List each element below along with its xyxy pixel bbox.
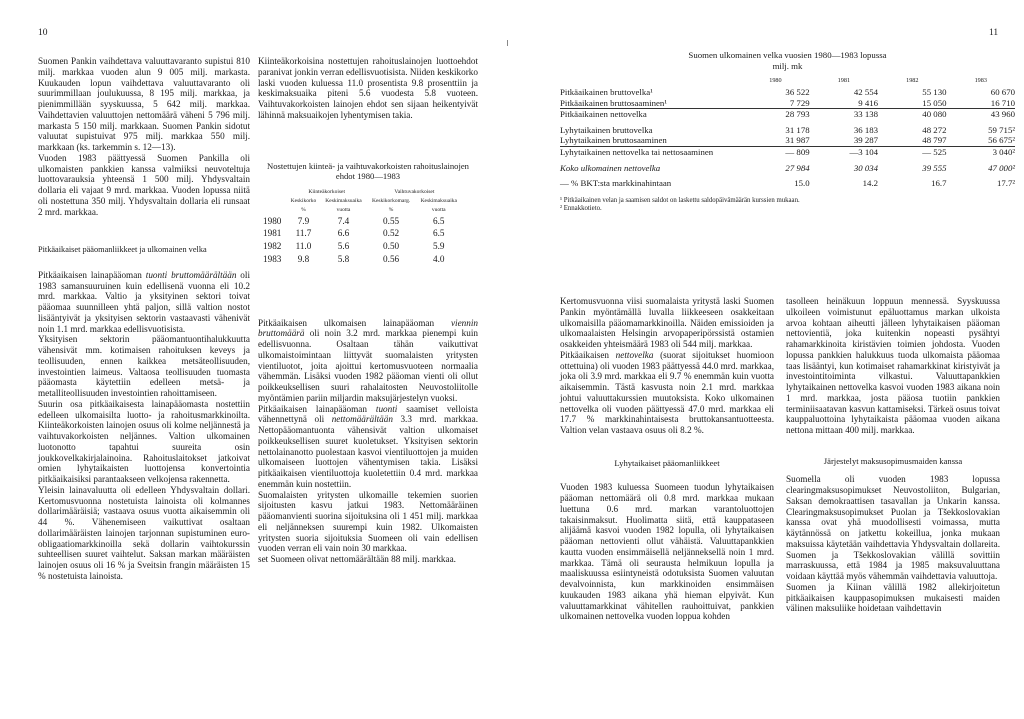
paragraph: Pitkäaikaisen nettovelka (suorat sijoitukset huomioon ottettuina) oli vuoden 1983 päättyessä 44.0 mrd. markkaa, joka oli 3.9 mrd. markkaa eli 9.7 % enemmän kuin vuotta aikaisemmin. Tästä kasvusta noin 2.1 mrd. markkaa johtui valuuttakurssien muutoksista. Koko ulkomainen nettovelka oli vuoden päättyessä 47.0 mrd. markkaa eli 17.7 % markkinahintaisesta bruttokansantuotteesta. Valtion velan vastaava osuus oli 8.2 %. [560, 349, 774, 435]
left-column-2 [258, 56, 478, 565]
paragraph: Pitkäaikaisen lainapääoman tuonti saamiset velloista vähennettynä oli nettomäärältään 3.3 mrd. markkaa. Nettopääomantuonta vähensivät valtion ulkomaiset poikkeuksellisen suuret kuoletukset. Yksityisen sektorin nettolainanotto puolestaan kasvoi vientiluottojen ja muiden ulkomaiseen luottojen vähentymisen takia. Lisäksi pitkäaikaisen vientiluottoja kuoletettiin 0.4 mrd. markkaa enemmän kuin nostettiin. [258, 403, 478, 489]
table-row: Koko ulkomainen nettovelka 27 984 30 034 39 555 47 000² [560, 162, 1015, 173]
right-column-1 [560, 296, 774, 622]
table-row: Lyhytaikainen nettovelka tai nettosaaminen — 809 —3 104 — 525 3 040² [560, 146, 1015, 157]
table-row: 1982 11.0 5.6 0.50 5.9 [263, 241, 445, 251]
table-row: Lyhytaikainen bruttosaaminen 31 987 39 287 48 797 56 675² [560, 135, 1015, 146]
year-header: 1983 [974, 76, 987, 84]
paragraph: Suurin osa pitkäaikaisesta lainapääomasta nostettiin edelleen ulkomaisilta luotto- ja rahoitusmarkkinoilta. Kiinteäkorkoisten lainojen osuus oli kolme neljännestä ja vaihtuvakorkoisten neljännes. Valtion ulkomainen luotonotto tapahtui suureita osin joukkovelkakirjalainoina. Rahoituslaitokset jatkoivat omien lyhytaikaisten luottojensa konvertointia pitkäaikaisiksi parantaakseen velkojensa rakennetta. [38, 398, 250, 484]
paragraph: Suomen Pankin vaihdettava valuuttavaranto supistui 810 milj. markkaa vuoden alun 9 005 milj. markasta. Kuukauden lopun vaihdettava valuuttavaranto oli suurimmillaan joulukuussa, 8 195 milj. markkaa, ja pienimmillään syyskuussa, 5 642 milj. markkaa. Vaihdettavien valuuttojen nettomäärä väheni 5 796 milj. markasta 5 150 milj. markkaan. Suomen Pankin sidotut valuutat supistuivat 975 milj. markkaa 550 milj. markkaan (ks. tarkemmin s. 12—13). [38, 56, 250, 152]
table-row: Pitkäaikainen bruttovelka¹ 36 522 42 554 55 130 60 670 [560, 87, 1015, 97]
page-number-left: 10 [38, 28, 48, 38]
col-header: Keskikorko [290, 197, 317, 204]
paragraph: Yleisin lainavaluutta oli edelleen Yhdysvaltain dollari. Kertomusvuonna nostetuista lainoista oli kolmannes dollarimääräisiä; vastaava osuus vuotta aikaisemmin oli 44 %. Vähenemiseen vaikuttivat osaltaan dollarimääräisten lainojen tarjonnan supistuminen euro-obligaatiomarkkinoilla sekä dollarin vaihtokurssin suhteellisen suuret vaihtelut. Saksan markan määräisten lainojen osuus oli 16 % ja Sveitsin frangin määräisten 15 % nostetuista lainoista. [38, 484, 250, 581]
year-header: 1982 [906, 76, 919, 84]
table-title: Nostettujen kiinteä- ja vaihtuvakorkoisten rahoituslainojen ehdot 1980—1983 [267, 160, 469, 181]
table-title: Suomen ulkomainen velka vuosien 1980—1983 lopussa [688, 50, 887, 60]
foreign-debt-table [560, 50, 1015, 213]
paragraph: Kertomusvuonna viisi suomalaista yritystä laski Suomen Pankin myöntämällä luvalla liikkeeseen osakkeitaan ulkomaisilla pääomamarkkinoilla. Näiden emissioiden ja ulkomaalaisten Helsingin arvopaperipörssistä ostamien osakkeiden yhteismäärä 1983 oli 544 milj. markkaa. [560, 296, 774, 349]
table-row: Pitkäaikainen nettovelka 28 793 33 138 40 080 43 960 [560, 109, 1015, 120]
right-column-2 [786, 296, 1000, 614]
footnote: ² Ennakkotieto. [560, 204, 602, 212]
unit: vuotta [431, 206, 446, 213]
table-row: Lyhytaikainen bruttovelka 31 178 36 183 48 272 59 715² [560, 124, 1015, 135]
year-header: 1981 [837, 76, 851, 84]
paragraph: set Suomeen olivat nettomäärältään 88 milj. markkaa. [258, 554, 456, 564]
section-heading: Pitkäaikaiset pääomanliikkeet ja ulkomainen velka [38, 245, 207, 255]
paragraph: Vuoden 1983 kuluessa Suomeen tuodun lyhytaikaisen pääoman nettomäärä oli 0.8 mrd. markkaa mukaan luettuna 0.6 mrd. markan varantoluottojen takaisinmaksut. Huolimatta siitä, että kauppataseen alijäämä kasvoi vuoden 1982 lopulla, oli lyhytaikaisen pääoman nettovienti ollut vähäistä. Valuuttapankkien kautta vuoden ensimmäisellä neljänneksellä noin 1 mrd. markkaa. Tämä oli seurausta helmikuun lopulla ja maaliskuussa esiintyneistä odotuksista Suomen valuutan devalvoinnista, kun markkinoiden ensimmäisen kuukauden 1983 aikana yhä hieman elpyivät. Kun valuuttamarkkinat vähitellen rauhoittuivat, pankkien ulkomainen nettovelka vuoden loppua kohden [560, 482, 774, 622]
page-number-right: 11 [989, 28, 999, 38]
section-heading: Järjestelyt maksusopimusmaiden kanssa [823, 455, 963, 466]
unit: vuotta [336, 206, 351, 213]
paragraph: tasolleen heinäkuun loppuun mennessä. Syyskuussa ulkoileen voimistunut epäluottamus markan ulkoista arvoa kohtaan aiheutti jälleen lyhytaikaisen pääoman nettovientiä, joka kuitenkin nopeasti pysähtyi rahamarkkinoita kiristävien toimien johdosta. Vuoden lopussa pankkien halukkuus tuoda ulkomaista pääomaa taas lisääntyi, kun kotimaiset rahamarkkinat kiristyivät ja investointitoiminta vilkastui. Valuuttapankkien lyhytaikainen nettovelka kasvoi vuoden 1983 aikana noin 1 mrd. markkaa, josta pääosa tuotiin pankkien terminiisaatavan kasvun kattamiseksi. Tärkeä osuus toivat kauppaluottoina lyhytaikaista pääomaa vuoden aikana nettona mittaan 400 milj. markkaa. [786, 296, 1000, 435]
rate-table [262, 188, 462, 266]
unit: % [388, 206, 394, 213]
table-row: 1983 9.8 5.8 0.56 4.0 [263, 253, 445, 264]
footnote: ¹ Pitkäaikainen velan ja saamisen saldot on laskettu saldopäivämäärän kurssien mukaan. [560, 196, 800, 204]
paragraph: Pitkäaikaisen ulkomaisen lainapääoman viennin bruttomäärä oli noin 3.2 mrd. markkaa pienempi kuin edellisvuonna. Osaltaan tähän vaikuttivat ulkomaistoimintaan liittyvät suomalaisten yritysten vientiluotot, joita ajoittui kertomusvuoteen normaalia vähemmän. Lisäksi vuoden 1982 pääoman vienti oli ollut poikkeuksellisen suuri rahalaitosten Neuvostoliitolle myöntämien pariin miljardin maksujärjestelyn vuoksi. [258, 317, 478, 403]
section-heading: Lyhytaikaiset pääomanliikkeet [614, 457, 720, 468]
paragraph: Suomella oli vuoden 1983 lopussa clearingmaksusopimukset Neuvostoliiton, Bulgarian, Saksan demokraattisen tasavallan ja Unkarin kanssa. Clearingmaksusopimukset Puolan ja Tšekkoslovakian kanssa ovat yhä muodollisesti voimassa, mutta käytännössä on jatkettu kokeillua, jonka mukaan maksuissa käytetään vaihdettavia Yhdysvaltain dollareita. Suomen ja Tšekkoslovakian välillä sovittiin marraskuussa, että 1984 ja 1985 maksuvaluuttana voidaan käyttää myös vähemmän vaihdettavia valuuttoja. [786, 474, 1000, 581]
table-row: Pitkäaikainen bruttosaaminen¹ 7 729 9 416 15 050 16 710 [560, 97, 1015, 108]
left-page [0, 0, 507, 719]
paragraph: Pitkäaikaisen lainapääoman tuonti bruttomäärältään oli 1983 samansuuruinen kuin edellisenä vuonna eli 10.2 mrd. markkaa. Valtio ja yksityinen sektori toivat pääomaa suunnilleen yhtä paljon, sillä valtion nostot lisääntyivät ja yksityisen sektorin vastaavasti vähenivät noin 1.1 mrd. markkaa edellisvuotisista. [38, 269, 250, 334]
unit: % [301, 206, 306, 213]
year-header: 1980 [769, 76, 782, 84]
table-unit: milj. mk [772, 60, 803, 71]
table-row: 1981 11.7 6.6 0.52 6.5 [263, 228, 445, 239]
col-header: Keskimaksuaika [420, 197, 457, 204]
col-header: Keskimaksuaika [325, 197, 362, 204]
paragraph: Kiinteäkorkoisina nostettujen rahoituslainojen luottoehdot paranivat jonkin verran edellisvuotisista. Niiden keskikorko laski vuoden kuluessa 11.0 prosentista 9.8 prosenttiin ja keskimaksuaika piteni 5.6 vuodesta 5.8 vuoteen. Vaihtuvakorkoisten lainojen ehdot sen sijaan heikentyivät lähinnä maksuaikojen lyhentymisen takia. [258, 56, 478, 120]
paragraph: Suomalaisten yritysten ulkomaille tekemien suorien sijoitusten kasvu jatkui 1983. Nettomääräinen pääomanvienti suorina sijoituksina oli 1 451 milj. markkaa eli neljänneksen suurempi kuin 1982. Ulkomaisten yritysten suoria sijoituksia Suomeen oli vain edellisen vuoden verran eli vain noin 30 markkaa. [258, 489, 478, 554]
paragraph: Yksityisen sektorin pääomantuontihalukkuutta vähensivät mm. kotimaisen rahoituksen keveys ja teollisuuden, ennen kaikkea metsäteollisuuden, investointien laimeus. Valtaosa teollisuuden tuomasta pääomasta käytettiin edelleen metsä- ja metalliteollisuuden investointien rahoittamiseen. [38, 334, 250, 398]
paragraph: Suomen ja Kiinan välillä 1982 allekirjoitetun pitkäaikaisen kauppasopimuksen mukaisesti maiden välinen maksuliike hoidetaan vaihdettavin [786, 581, 1000, 614]
group-fixed: Kiinteäkorkoiset [308, 188, 346, 195]
table-row: — % BKT:sta markkinahintaan 15.0 14.2 16.7 17.7² [560, 178, 1015, 189]
col-header: Keskikorkomarg. [371, 197, 411, 204]
table-row: 1980 7.9 7.4 0.55 6.5 [263, 215, 445, 226]
left-column-1 [38, 56, 250, 582]
group-variable: Vaihtuvakorkoiset [394, 188, 435, 195]
paragraph: Vuoden 1983 päättyessä Suomen Pankilla oli ulkomaisten pankkien kanssa valmiiksi neuvoteltuja luottovarauksia yhteensä 1 500 milj. Yhdysvaltain dollaria eli vajaat 9 mrd. markkaa. Vuoden lopussa niitä oli nostettuna 350 milj. Yhdysvaltain dollaria eli runsaat 2 mrd. markkaa. [38, 152, 250, 217]
